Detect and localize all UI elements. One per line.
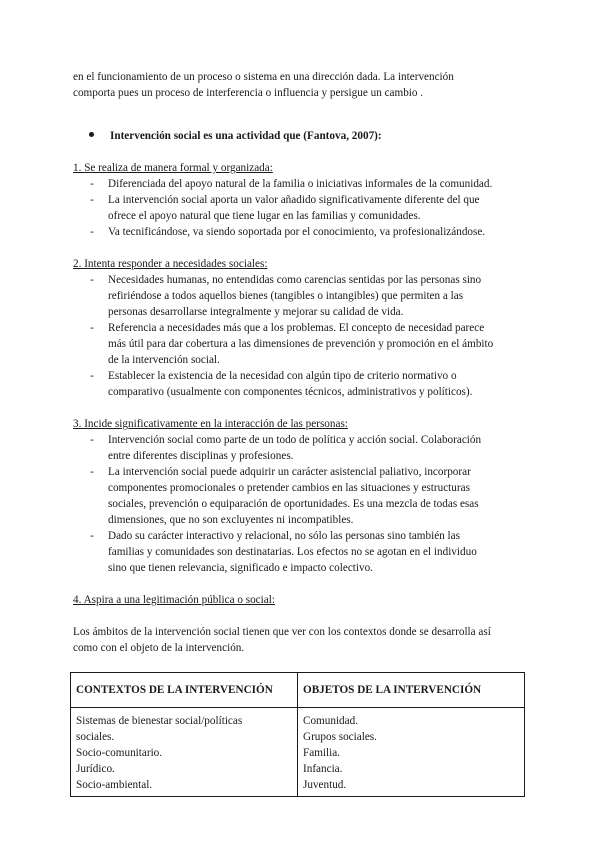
- dash-icon: -: [90, 466, 94, 478]
- cell-line: sociales.: [76, 731, 115, 743]
- cell-line: Socio-ambiental.: [76, 779, 153, 791]
- list-item: [73, 432, 528, 464]
- section-1: [73, 160, 528, 240]
- intro-paragraph: [73, 69, 528, 101]
- list-item-line: entre diferentes disciplinas y profesiones.: [108, 450, 294, 462]
- document-page: [73, 69, 528, 797]
- cell-line: Jurídico.: [76, 763, 115, 775]
- section-heading: 2. Intenta responder a necesidades sociales:: [73, 258, 268, 270]
- dash-icon: -: [90, 226, 94, 238]
- table-cell-objects: [298, 708, 525, 797]
- list-item-line: sociales, prevención o equiparación de oportunidades. Es una mezcla de todas esas: [108, 498, 479, 510]
- section-heading: 1. Se realiza de manera formal y organizada:: [73, 162, 273, 174]
- list-item-line: sino que tienen relevancia, significado e impacto colectivo.: [108, 562, 373, 574]
- bullet-heading: [89, 128, 528, 144]
- section-heading: 4. Aspira a una legitimación pública o social:: [73, 594, 275, 606]
- dash-icon: -: [90, 434, 94, 446]
- cell-line: Familia.: [303, 747, 340, 759]
- table-header-objects: OBJETOS DE LA INTERVENCIÓN: [298, 673, 525, 708]
- section-2: [73, 256, 528, 400]
- list-item-line: comparativo (usualmente con componentes técnicos, administrativos y políticos).: [108, 386, 473, 398]
- cell-line: Comunidad.: [303, 715, 359, 727]
- cell-line: Sistemas de bienestar social/políticas: [76, 715, 243, 727]
- dash-icon: -: [90, 370, 94, 382]
- section-4: [73, 592, 528, 608]
- list-item-line: Establecer la existencia de la necesidad con algún tipo de criterio normativo o: [108, 370, 457, 382]
- list-item: [73, 528, 528, 576]
- closing-line: Los ámbitos de la intervención social tienen que ver con los contextos donde se desarrolla así: [73, 626, 491, 638]
- dash-list: [73, 432, 528, 576]
- list-item-line: Necesidades humanas, no entendidas como carencias sentidas por las personas sino: [108, 274, 482, 286]
- list-item: [73, 192, 528, 224]
- list-item-line: Va tecnificándose, va siendo soportada por el conocimiento, va profesionalizándose.: [108, 226, 486, 238]
- list-item-line: La intervención social puede adquirir un carácter asistencial paliativo, incorporar: [108, 466, 471, 478]
- list-item-line: Referencia a necesidades más que a los problemas. El concepto de necesidad parece: [108, 322, 485, 334]
- dash-icon: -: [90, 178, 94, 190]
- list-item-line: personas desarrollarse integralmente y mejorar su calidad de vida.: [108, 306, 404, 318]
- table-row: [71, 708, 525, 797]
- contexts-objects-table: [70, 672, 525, 797]
- dash-icon: -: [90, 274, 94, 286]
- list-item-line: Intervención social como parte de un todo de política y acción social. Colaboración: [108, 434, 482, 446]
- dash-list: [73, 176, 528, 240]
- list-item-line: componentes promocionales o pretender cambios en las situaciones y estructuras: [108, 482, 470, 494]
- list-item: [73, 320, 528, 368]
- dash-list: [73, 272, 528, 400]
- list-item-line: dimensiones, que no son excluyentes ni incompatibles.: [108, 514, 354, 526]
- list-item: [73, 368, 528, 400]
- list-item-line: Diferenciada del apoyo natural de la familia o iniciativas informales de la comunidad.: [108, 178, 493, 190]
- dash-icon: -: [90, 322, 94, 334]
- closing-line: como con el objeto de la intervención.: [73, 642, 245, 654]
- list-item-line: de la intervención social.: [108, 354, 220, 366]
- list-item-line: ofrece el apoyo natural que tiene lugar en las familias y comunidades.: [108, 210, 421, 222]
- table-header-contexts: CONTEXTOS DE LA INTERVENCIÓN: [71, 673, 298, 708]
- cell-line: Juventud.: [303, 779, 347, 791]
- cell-line: Grupos sociales.: [303, 731, 377, 743]
- list-item: [73, 464, 528, 528]
- list-item: [73, 176, 528, 192]
- list-item-line: familias y comunidades son destinatarias. Los efectos no se agotan en el individuo: [108, 546, 477, 558]
- section-heading: 3. Incide significativamente en la interacción de las personas:: [73, 418, 348, 430]
- list-item: [73, 224, 528, 240]
- bullet-dot-icon: [89, 132, 94, 137]
- dash-icon: -: [90, 194, 94, 206]
- dash-icon: -: [90, 530, 94, 542]
- table-cell-contexts: [71, 708, 298, 797]
- section-3: [73, 416, 528, 576]
- closing-paragraph: [73, 624, 528, 656]
- bullet-heading-text: Intervención social es una actividad que (Fantova, 2007):: [110, 130, 382, 142]
- list-item-line: La intervención social aporta un valor añadido significativamente diferente del que: [108, 194, 480, 206]
- table-header-row: [71, 673, 525, 708]
- intro-line: en el funcionamiento de un proceso o sistema en una dirección dada. La intervención: [73, 71, 454, 83]
- list-item-line: refiriéndose a todos aquellos bienes (tangibles o intangibles) que permiten a las: [108, 290, 464, 302]
- list-item-line: Dado su carácter interactivo y relacional, no sólo las personas sino también las: [108, 530, 460, 542]
- list-item-line: más útil para dar cobertura a las dimensiones de prevención y promoción en el ámbito: [108, 338, 494, 350]
- cell-line: Infancia.: [303, 763, 343, 775]
- cell-line: Socio-comunitario.: [76, 747, 163, 759]
- list-item: [73, 272, 528, 320]
- intro-line: comporta pues un proceso de interferencia o influencia y persigue un cambio .: [73, 87, 424, 99]
